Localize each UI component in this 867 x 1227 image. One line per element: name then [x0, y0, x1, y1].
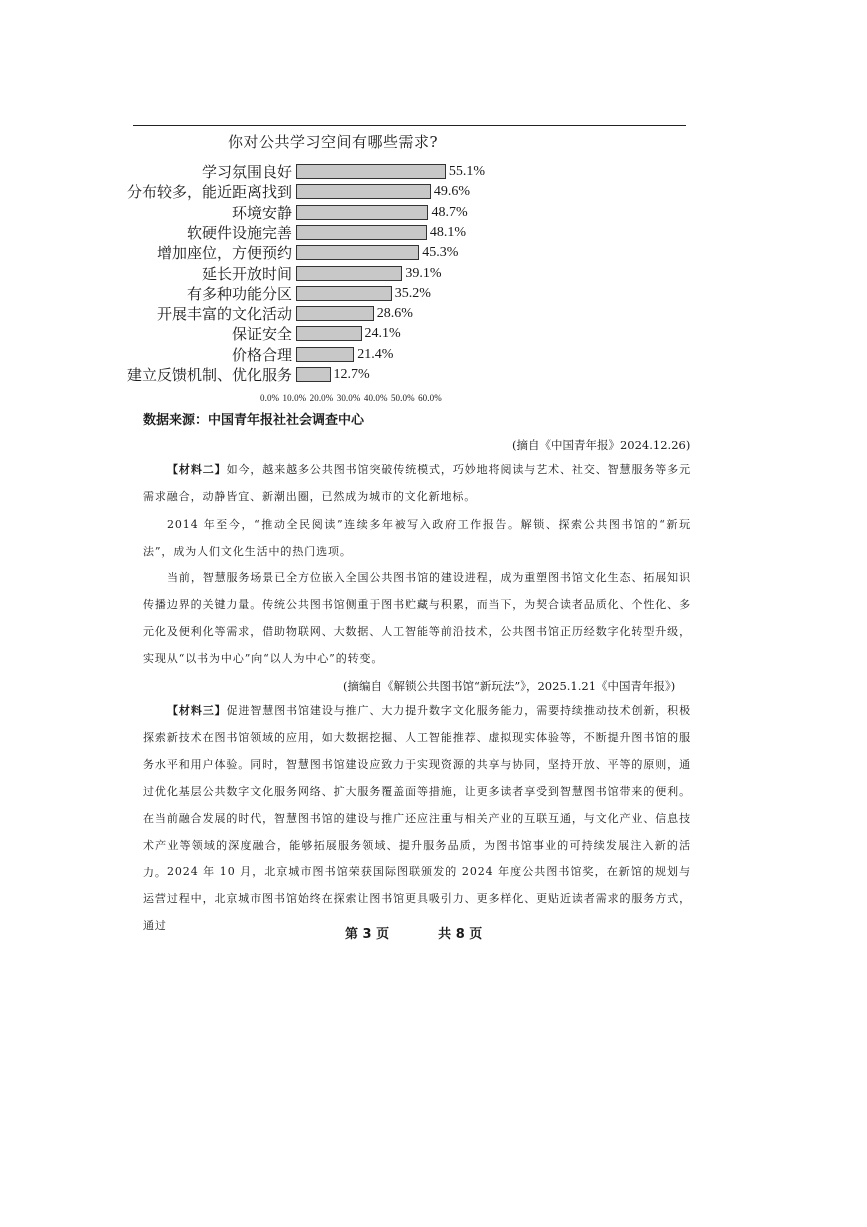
bar	[296, 205, 428, 220]
x-tick-label: 20.0%	[309, 393, 334, 403]
x-axis-tick-labels	[260, 393, 442, 403]
bar-value-label: 21.4%	[357, 346, 394, 362]
bar-chart	[0, 0, 867, 420]
citation-material-1: (摘自《中国青年报》2024.12.26)	[512, 438, 691, 452]
material-2-paragraph-1	[143, 456, 691, 510]
x-tick-label: 10.0%	[282, 393, 307, 403]
bar	[296, 245, 419, 260]
bar-category-label: 增加座位，方便预约	[156, 244, 292, 263]
material-2-text-1: 如今，越来越多公共图书馆突破传统模式，巧妙地将阅读与艺术、社交、智慧服务等多元需求融合，动静皆宜、新潮出圈，已然成为城市的文化新地标。	[143, 463, 691, 503]
page-total: 共 8 页	[438, 927, 483, 942]
bar-value-label: 45.3%	[422, 245, 459, 261]
bar	[296, 367, 331, 382]
bar-category-label: 建立反馈机制、优化服务	[126, 366, 292, 384]
bar-category-label: 开展丰富的文化活动	[156, 305, 292, 324]
bar-value-label: 48.1%	[429, 224, 466, 240]
chart-title: 你对公共学习空间有哪些需求?	[228, 133, 439, 151]
bar-value-label: 55.1%	[448, 164, 486, 179]
material-3-tag: 【材料三】	[167, 704, 227, 717]
bar-value-label: 28.6%	[376, 306, 413, 322]
bar	[296, 306, 374, 321]
bar-value-label: 12.7%	[333, 367, 370, 382]
data-source-note: 数据来源：中国青年报社社会调查中心	[143, 413, 365, 428]
bar	[296, 286, 392, 301]
x-tick-label: 60.0%	[418, 393, 442, 403]
x-tick-label: 30.0%	[336, 393, 361, 403]
material-2-tag: 【材料二】	[167, 463, 227, 476]
material-2-paragraph-2	[143, 511, 691, 565]
bar	[296, 164, 446, 179]
material-2-text-2: 2014 年至今，“推动全民阅读”连续多年被写入政府工作报告。解锁、探索公共图书馆的“新玩法”，成为人们文化生活中的热门选项。	[143, 518, 691, 558]
material-2-paragraph-3	[143, 564, 691, 672]
material-3-text-1: 促进智慧图书馆建设与推广、大力提升数字文化服务能力，需要持续推动技术创新，积极探索新技术在图书馆领域的应用，如大数据挖掘、人工智能推荐、虚拟现实体验等，不断提升图书馆的服务水平和用户体验。同时，智慧图书馆建设应致力于实现资源的共享与协同，坚持开放、平等的原则，通过优化基层公共数字文化服务网络、扩大服务覆盖面等措施，让更多读者享受到智慧图书馆带来的便利。在当前融合发展的时代，智慧图书馆的建设与推广还应注重与相关产业的互联互通，与文化产业、信息技术产业等领域的深度融合，能够拓展服务领域、提升服务品质，为图书馆事业的可持续发展注入新的活力。	[143, 704, 691, 879]
bar-category-label: 价格合理	[231, 345, 292, 364]
bar-value-label: 24.1%	[364, 326, 401, 342]
bar-category-label: 延长开放时间	[201, 264, 292, 283]
bar-value-label: 49.6%	[433, 184, 471, 200]
x-tick-label: 0.0%	[260, 393, 280, 403]
bar-value-label: 48.7%	[431, 204, 468, 220]
bar	[296, 326, 362, 341]
bar-category-label: 分布较多，能近距离找到	[126, 183, 292, 202]
bar	[296, 347, 354, 362]
bar	[296, 266, 402, 281]
bar-category-label: 软硬件设施完善	[186, 223, 292, 242]
material-3-text-2: 2024 年 10 月，北京城市图书馆荣获国际图联颁发的 2024 年度公共图书馆奖，在新馆的规划与运营过程中，北京城市图书馆始终在探索让图书馆更具吸引力、更多样化、更贴近读者需求的服务方式，通过	[143, 865, 691, 932]
page-footer	[345, 923, 482, 942]
page-number: 第 3 页	[345, 927, 390, 942]
bar-category-label: 学习氛围良好	[201, 163, 292, 181]
x-tick-label: 50.0%	[390, 393, 415, 403]
x-tick-label: 40.0%	[363, 393, 388, 403]
material-2-text-3: 当前，智慧服务场景已全方位嵌入全国公共图书馆的建设进程，成为重塑图书馆文化生态、拓展知识传播边界的关键力量。传统公共图书馆侧重于图书贮藏与积累，而当下，为契合读者品质化、个性化、多元化及便利化等需求，借助物联网、大数据、人工智能等前沿技术，公共图书馆正历经数字化转型升级，实现从“以书为中心”向“以人为中心”的转变。	[143, 571, 691, 665]
bar-category-label: 保证安全	[231, 325, 292, 344]
bar	[296, 184, 431, 199]
bar	[296, 225, 427, 240]
bar-value-label: 39.1%	[405, 265, 442, 281]
bar-category-label: 有多种功能分区	[186, 284, 292, 303]
bar-value-label: 35.2%	[394, 285, 431, 301]
citation-material-2: (摘编自《解锁公共图书馆“新玩法”》，2025.1.21《中国青年报》)	[343, 679, 676, 693]
bar-category-label: 环境安静	[231, 203, 292, 222]
